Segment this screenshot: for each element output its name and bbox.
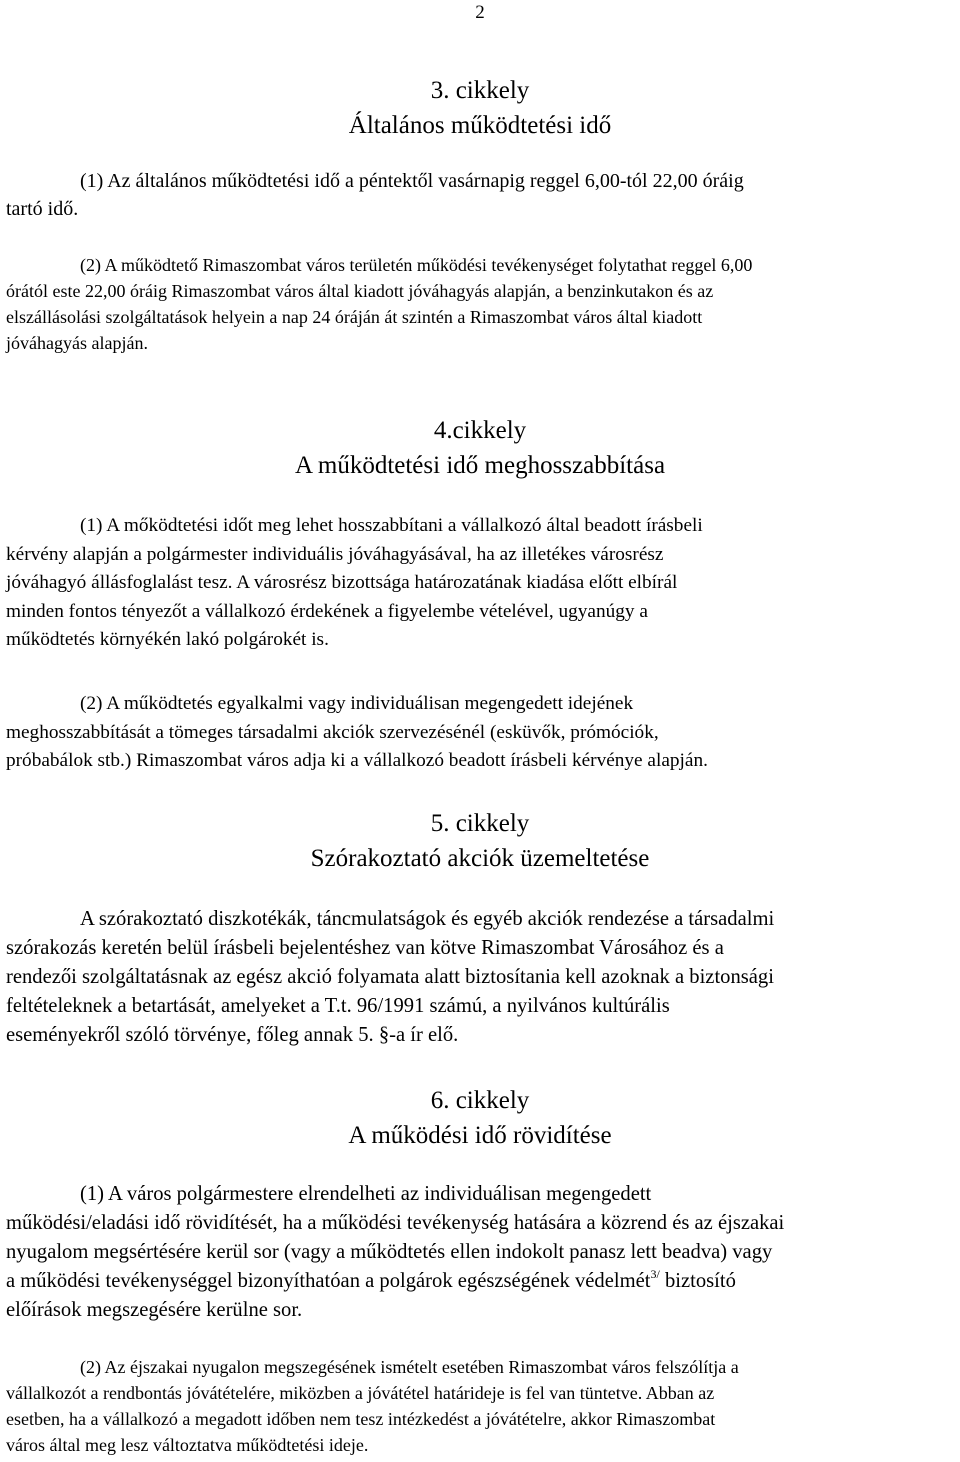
text-line: elszállásolási szolgáltatások helyein a nap 24 óráján át szintén a Rimaszombat város által kiadott [6, 307, 703, 327]
text-line: (1) Az általános működtetési idő a péntektől vasárnapig reggel 6,00-tól 22,00 óráig [80, 170, 744, 192]
text-line: nyugalom megsértésére kerül sor (vagy a működtetés ellen indokolt panasz lett beadva) vagy [6, 1241, 773, 1263]
text-line: próbabálok stb.) Rimaszombat város adja ki a vállalkozó beadott írásbeli kérvénye alapján. [6, 750, 708, 771]
text-line: órától este 22,00 óráig Rimaszombat város által kiadott jóváhagyás alapján, a benzinkutakon és az [6, 281, 714, 301]
page-number: 2 [475, 2, 485, 23]
text-line: jóváhagyó állásfoglalást tesz. A városrész bizottsága határozatának kiadása előtt elbírál [6, 572, 678, 593]
text-line: kérvény alapján a polgármester individuális jóváhagyásával, ha az illetékes városrész [6, 543, 664, 565]
footnote-reference: 3/ [650, 1267, 660, 1281]
text-line: szórakozás keretén belül írásbeli bejelentéshez van kötve Rimaszombat Városához és a [6, 937, 724, 959]
text-line: minden fontos tényezőt a vállalkozó érdekének a figyelembe vételével, ugyanúgy a [6, 600, 648, 622]
text-line: (2) Az éjszakai nyugalon megszegésének ismételt esetében Rimaszombat város felszólítja a [80, 1357, 739, 1377]
text-line: meghosszabbítását a tömeges társadalmi akciók szervezésénél (esküvők, prómóciók, [6, 721, 659, 743]
text-line-start: a működési tevékenységgel bizonyíthatóan a polgárok egészségének védelmét [6, 1270, 651, 1292]
section-6-title: A működési idő rövidítése [348, 1122, 612, 1149]
text-line: eseményekről szóló törvénye, főleg annak 5. §-a ír elő. [6, 1024, 459, 1046]
text-line: (2) A működtetés egyalkalmi vagy individuálisan megengedett idejének [80, 693, 634, 714]
text-line: működési/eladási idő rövidítését, ha a működési tevékenység hatására a közrend és az éjszakai [6, 1212, 785, 1234]
text-line-end: biztosító [659, 1270, 736, 1292]
section-5-number: 5. cikkely [430, 810, 530, 837]
text-line: (1) A mőködtetési időt meg lehet hosszabbítani a vállalkozó által beadott írásbeli [80, 515, 703, 536]
section-4-number: 4.cikkely [433, 417, 527, 444]
section-4-paragraph-1 [6, 512, 956, 655]
section-3-number: 3. cikkely [430, 77, 530, 104]
section-4-title: A működtetési idő meghosszabbítása [294, 452, 666, 479]
section-3-paragraph-2 [6, 252, 956, 356]
text-line: (2) A működtető Rimaszombat város területén működési tevékenységet folytathat reggel 6,00 [80, 255, 753, 275]
text-line: esetben, ha a vállalkozó a megadott időben nem tesz intézkedést a jóvátételre, akkor Rimaszombat [6, 1409, 716, 1429]
section-6-paragraph-2 [6, 1354, 956, 1458]
text-line: előírások megszegésére kerülne sor. [6, 1299, 303, 1321]
section-5-paragraph-1 [6, 905, 956, 1050]
text-line: város által meg lesz változtatva működtetési ideje. [6, 1435, 369, 1455]
text-line: működtetés környékén lakó polgárokét is. [6, 629, 329, 650]
text-line: (1) A város polgármestere elrendelheti az individuálisan megengedett [80, 1183, 652, 1205]
text-line: A szórakoztató diszkotékák, táncmulatságok és egyéb akciók rendezése a társadalmi [80, 908, 775, 930]
text-line: vállalkozót a rendbontás jóvátételére, miközben a jóvátétel határideje is fel van tüntetve. Abban az [6, 1383, 715, 1403]
section-3-paragraph-1 [6, 167, 956, 223]
text-line: feltételeknek a betartását, amelyeket a T.t. 96/1991 számú, a nyilvános kultúrális [6, 995, 670, 1017]
section-5-title: Szórakoztató akciók üzemeltetése [310, 845, 650, 872]
section-6-number: 6. cikkely [430, 1087, 530, 1114]
section-4-paragraph-2 [6, 690, 956, 776]
text-line: jóváhagyás alapján. [6, 333, 148, 353]
text-line: rendezői szolgáltatásnak az egész akció folyamata alatt biztosítania kell azoknak a biztonsági [6, 966, 774, 988]
section-6-paragraph-1 [6, 1180, 956, 1325]
section-3-title: Általános működtetési idő [348, 112, 612, 139]
text-line [6, 1267, 956, 1296]
text-line: tartó idő. [6, 198, 79, 221]
